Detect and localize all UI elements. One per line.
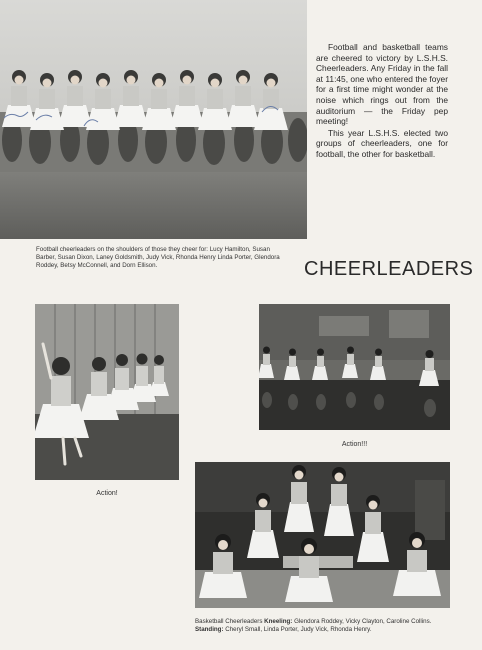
intro-text <box>316 42 448 160</box>
basketball-caption <box>195 618 450 634</box>
basketball-caption-lead: Basketball Cheerleaders <box>195 618 263 625</box>
basketball-cheerleaders-photo <box>195 462 450 608</box>
standing-label: Standing: <box>195 626 224 633</box>
kneeling-names: Glendora Roddey, Vicky Clayton, Caroline Collins. <box>294 618 432 625</box>
intro-paragraph-2: This year L.S.H.S. elected two groups of cheerleaders, one for football, the other for basketball. <box>316 127 448 159</box>
football-cheerleaders-photo <box>0 0 307 239</box>
standing-names: Cheryl Small, Linda Porter, Judy Vick, Rhonda Henry. <box>225 626 372 633</box>
kneeling-label: Kneeling: <box>264 618 293 625</box>
action-right-photo <box>259 304 450 430</box>
action-right-caption: Action!!! <box>341 441 368 448</box>
intro-paragraph-1: Football and basketball teams are cheered to victory by L.S.H.S. Cheerleaders. Any Friday in the fall at 11:45, one who entered the foyer for a first time might wonder at the noise which rings out from the auditorium — the Friday pep meeting! <box>316 42 448 127</box>
action-left-photo <box>35 304 179 480</box>
page-title: CHEERLEADERS <box>304 258 474 280</box>
action-left-caption: Action! <box>96 490 118 497</box>
football-caption: Football cheerleaders on the shoulders of those they cheer for: Lucy Hamilton, Susan Barber, Susan Dixon, Laney Goldsmith, Judy Vick, Rhonda Henry Linda Porter, Glendora Roddey, Betsy McConnell, and Dorn Ellison. <box>36 246 280 269</box>
